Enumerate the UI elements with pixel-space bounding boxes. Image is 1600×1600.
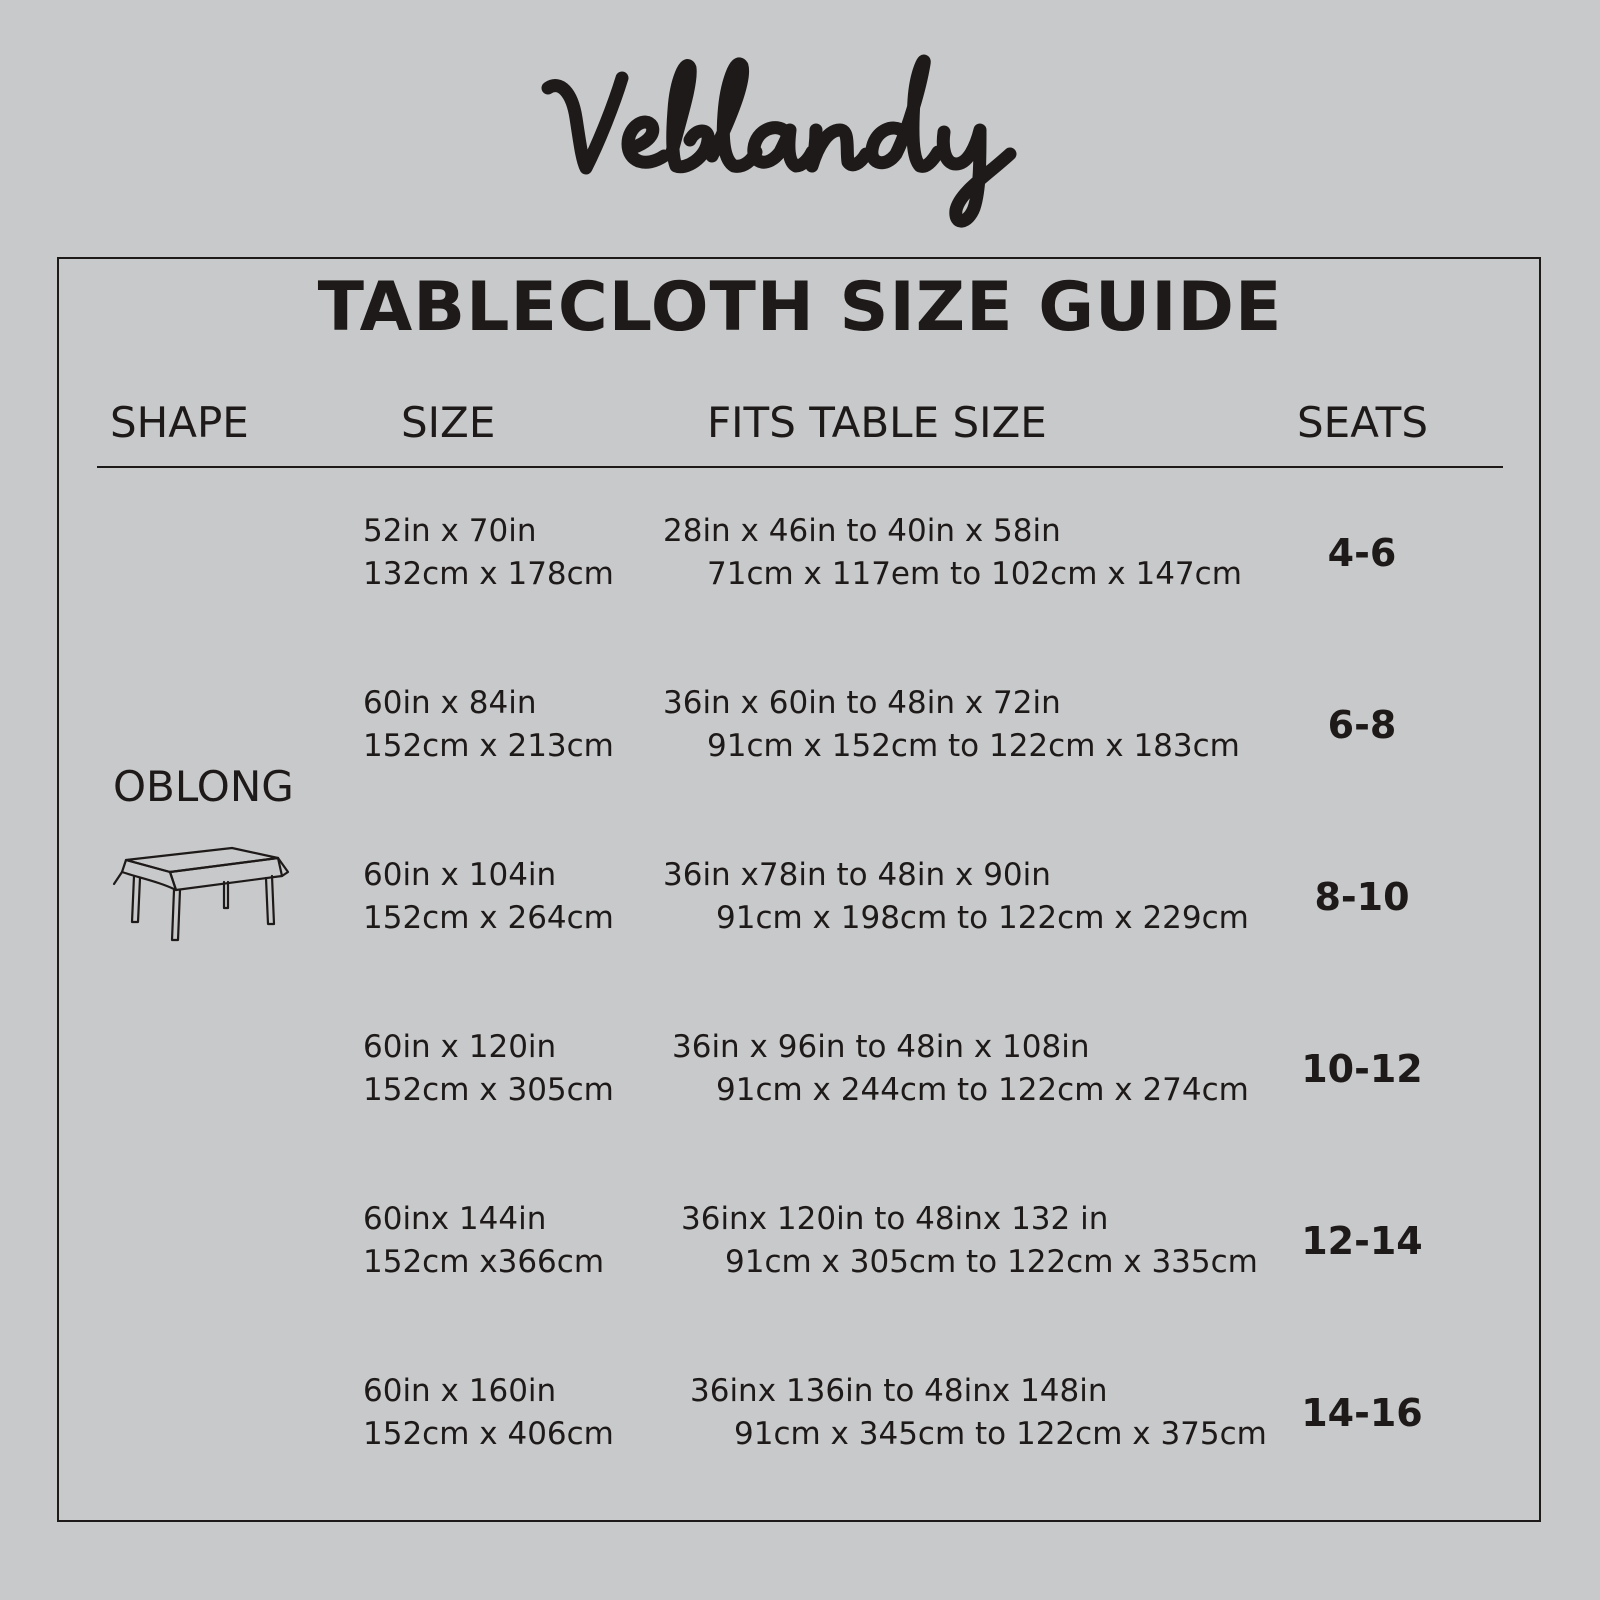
fits-centimeters: 71cm x 117em to 102cm x 147cm (707, 556, 1242, 592)
size-centimeters: 132cm x 178cm (363, 556, 614, 592)
seats-value: 10-12 (1301, 1047, 1423, 1091)
shape-label: OBLONG (113, 762, 294, 811)
fits-cell (681, 1198, 1258, 1284)
fits-cell (663, 854, 1249, 940)
fits-cell (672, 1026, 1249, 1112)
size-cell (363, 1026, 614, 1112)
column-header-fits: FITS TABLE SIZE (707, 398, 1047, 447)
size-cell (363, 510, 614, 596)
size-centimeters: 152cm x 406cm (363, 1416, 614, 1452)
seats-value: 14-16 (1301, 1391, 1423, 1435)
fits-centimeters: 91cm x 244cm to 122cm x 274cm (716, 1072, 1249, 1108)
page-title: TABLECLOTH SIZE GUIDE (317, 268, 1283, 347)
fits-inches: 36inx 136in to 48inx 148in (690, 1373, 1108, 1409)
fits-inches: 36in x 96in to 48in x 108in (672, 1029, 1090, 1065)
fits-inches: 36inx 120in to 48inx 132 in (681, 1201, 1109, 1237)
fits-cell (690, 1370, 1267, 1456)
fits-centimeters: 91cm x 345cm to 122cm x 375cm (734, 1416, 1267, 1452)
veblandy-logo-icon (540, 40, 1060, 240)
fits-cell (663, 682, 1240, 768)
fits-inches: 36in x 60in to 48in x 72in (663, 685, 1061, 721)
size-inches: 60in x 120in (363, 1029, 557, 1065)
table-row (0, 1370, 1600, 1480)
size-inches: 60in x 160in (363, 1373, 557, 1409)
size-cell (363, 854, 614, 940)
column-header-shape: SHAPE (110, 398, 249, 447)
size-centimeters: 152cm x 305cm (363, 1072, 614, 1108)
size-inches: 60inx 144in (363, 1201, 547, 1237)
fits-inches: 36in x78in to 48in x 90in (663, 857, 1051, 893)
seats-value: 4-6 (1327, 531, 1397, 575)
table-row (0, 1026, 1600, 1136)
fits-cell (663, 510, 1242, 596)
column-header-size: SIZE (401, 398, 496, 447)
seats-value: 12-14 (1301, 1219, 1423, 1263)
fits-centimeters: 91cm x 305cm to 122cm x 335cm (725, 1244, 1258, 1280)
size-centimeters: 152cm x 213cm (363, 728, 614, 764)
seats-value: 8-10 (1314, 875, 1410, 919)
size-cell (363, 1198, 604, 1284)
fits-centimeters: 91cm x 152cm to 122cm x 183cm (707, 728, 1240, 764)
seats-value: 6-8 (1327, 703, 1397, 747)
table-row (0, 510, 1600, 620)
brand-logo (0, 40, 1600, 240)
table-row (0, 682, 1600, 792)
size-inches: 52in x 70in (363, 513, 537, 549)
fits-centimeters: 91cm x 198cm to 122cm x 229cm (716, 900, 1249, 936)
size-cell (363, 1370, 614, 1456)
size-cell (363, 682, 614, 768)
column-header-seats: SEATS (1297, 398, 1428, 447)
table-row (0, 854, 1600, 964)
size-inches: 60in x 84in (363, 685, 537, 721)
size-inches: 60in x 104in (363, 857, 557, 893)
size-centimeters: 152cm x366cm (363, 1244, 605, 1280)
header-divider (97, 466, 1503, 468)
size-centimeters: 152cm x 264cm (363, 900, 614, 936)
fits-inches: 28in x 46in to 40in x 58in (663, 513, 1061, 549)
table-row (0, 1198, 1600, 1308)
